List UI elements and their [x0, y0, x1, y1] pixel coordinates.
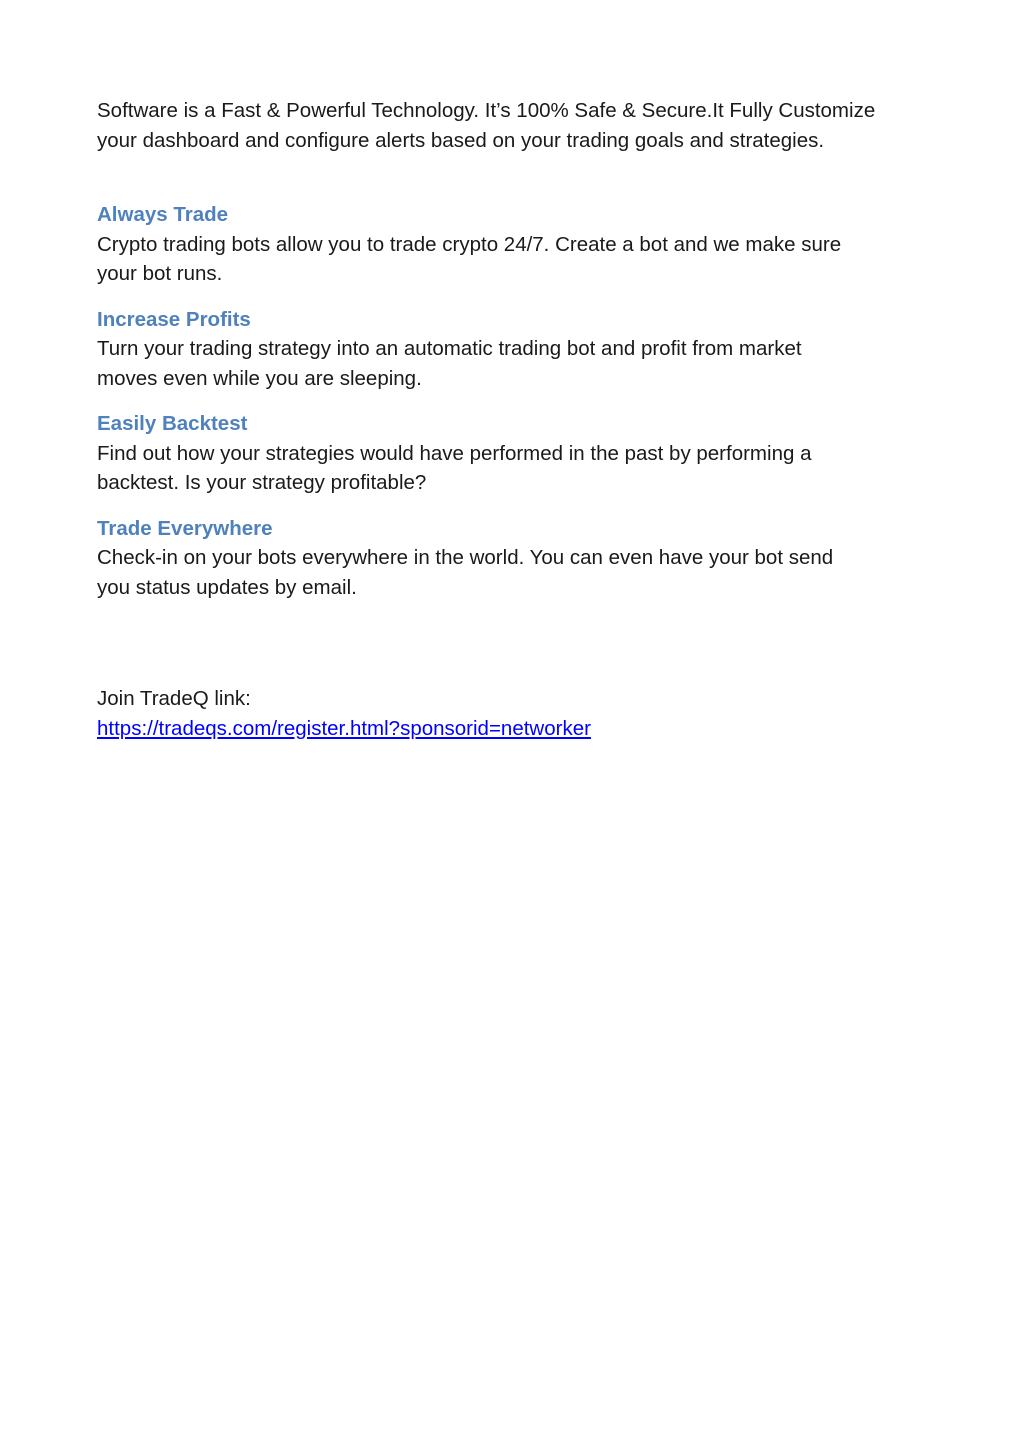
document-content: [97, 96, 927, 743]
intro-paragraph: [97, 96, 927, 155]
section-body-line-2: your bot runs.: [97, 262, 223, 285]
section-body: [97, 230, 927, 289]
join-label: Join TradeQ link:: [97, 687, 251, 710]
section-body-line-1: Crypto trading bots allow you to trade crypto 24/7. Create a bot and we make sure: [97, 232, 842, 256]
intro-line-1: Software is a Fast & Powerful Technology. It’s 100% Safe & Secure.It Fully Customize: [97, 99, 876, 122]
section-body-line-1: Turn your trading strategy into an automatic trading bot and profit from market: [97, 337, 802, 360]
section-body-line-2: you status updates by email.: [97, 575, 357, 599]
join-block: [97, 684, 927, 743]
section-heading: Easily Backtest: [97, 412, 248, 435]
section-heading: Always Trade: [97, 203, 229, 226]
section-body-line-1: Find out how your strategies would have performed in the past by performing a: [97, 441, 812, 465]
section-body-line-2: moves even while you are sleeping.: [97, 366, 422, 390]
section-body-line-1: Check-in on your bots everywhere in the world. You can even have your bot send: [97, 546, 834, 569]
section-trade-everywhere: [97, 514, 927, 603]
section-body-line-2: backtest. Is your strategy profitable?: [97, 471, 427, 494]
section-body: [97, 334, 927, 393]
section-always-trade: [97, 200, 927, 289]
section-heading: Increase Profits: [97, 307, 251, 331]
section-easily-backtest: [97, 409, 927, 498]
register-link[interactable]: https://tradeqs.com/register.html?sponsorid=networker: [97, 716, 591, 740]
intro-line-2: your dashboard and configure alerts based on your trading goals and strategies.: [97, 128, 825, 152]
section-increase-profits: [97, 305, 927, 394]
section-body: [97, 543, 927, 602]
section-body: [97, 439, 927, 498]
section-heading: Trade Everywhere: [97, 516, 273, 540]
